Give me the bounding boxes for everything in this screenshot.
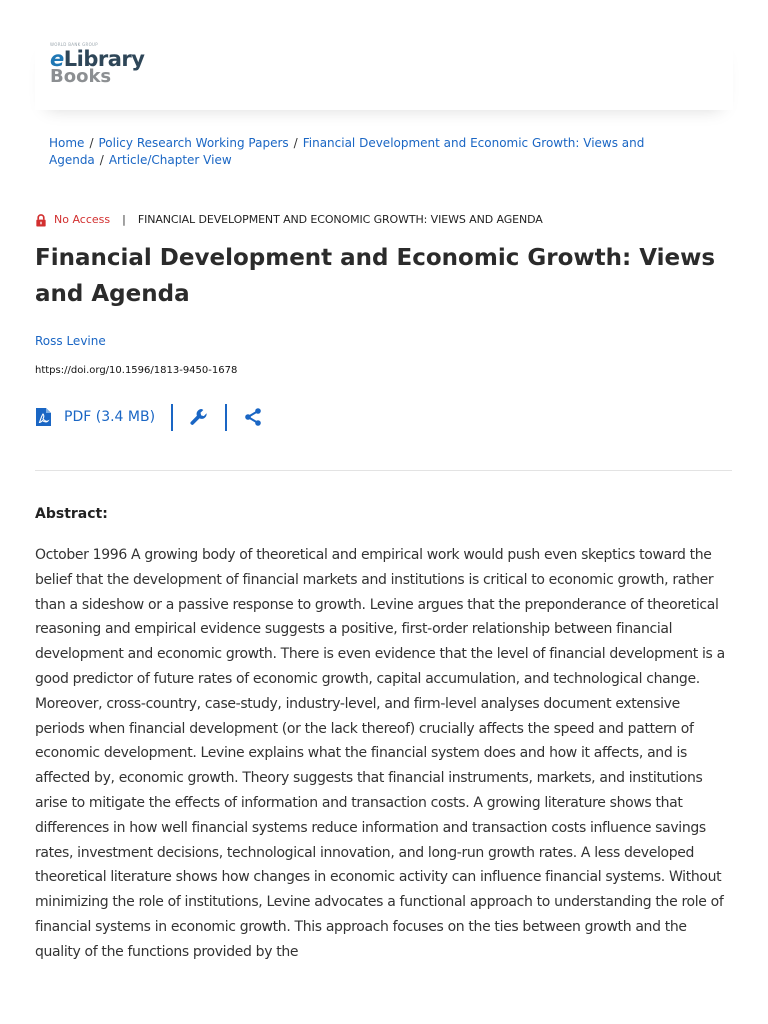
lock-icon	[35, 214, 47, 227]
pdf-download-button[interactable]	[35, 407, 155, 427]
abstract-heading: Abstract:	[35, 506, 108, 522]
wrench-icon	[189, 407, 209, 427]
pdf-file-icon	[35, 407, 52, 427]
access-status-row	[35, 212, 715, 228]
pdf-download-label: PDF (3.4 MB)	[64, 409, 156, 425]
breadcrumb-separator: /	[99, 153, 104, 167]
abstract-body: October 1996 A growing body of theoretical and empirical work would push even skeptics toward the belief that the development of financial markets and institutions is critical to economic growth, rather than a sideshow or a passive response to growth. Levine argues that the preponderance of theoretical reasoning and empirical evidence suggests a positive, first-order relationship between financial development and economic growth. There is even evidence that the level of financial development is a good predictor of future rates of economic growth, capital accumulation, and technological change. Moreover, cross-country, case-study, industry-level, and firm-level analyses document extensive periods when financial development (or the lack thereof) crucially affects the speed and pattern of economic development. Levine explains what the financial system does and how it affects, and is affected by, economic growth. Theory suggests that financial instruments, markets, and institutions arise to mitigate the effects of information and transaction costs. A growing literature shows that differences in how well financial systems reduce information and transaction costs influence savings rates, investment decisions, technological innovation, and long-run growth rates. A less developed theoretical literature shows how changes in economic activity can influence financial systems. Without minimizing the role of institutions, Levine advocates a functional approach to understanding the role of financial systems in economic growth. This approach focuses on the ties between growth and the quality of the functions provided by the	[35, 547, 725, 960]
no-access-label: No Access	[54, 213, 111, 226]
breadcrumb-policy-papers-link[interactable]: Policy Research Working Papers	[98, 136, 289, 150]
breadcrumb-separator: /	[89, 136, 94, 150]
share-button[interactable]	[243, 407, 263, 427]
logo-elibrary-wordmark: eLibrary	[50, 47, 145, 71]
section-divider	[35, 470, 732, 471]
breadcrumb	[49, 135, 714, 169]
tools-button[interactable]	[189, 407, 209, 427]
toolbar-divider	[171, 404, 173, 431]
logo-books-wordmark: Books	[50, 66, 112, 87]
access-separator: |	[122, 213, 126, 226]
logo-tagline: WORLD BANK GROUP	[50, 42, 98, 47]
share-icon	[243, 407, 263, 427]
doi-link[interactable]: https://doi.org/10.1596/1813-9450-1678	[35, 365, 238, 376]
breadcrumb-home-link[interactable]: Home	[49, 136, 85, 150]
elibrary-books-logo[interactable]	[50, 42, 144, 86]
article-toolbar	[35, 402, 263, 432]
toolbar-divider	[225, 404, 227, 431]
page-title: Financial Development and Economic Growth: Views and Agenda	[35, 245, 716, 307]
breadcrumb-book-link[interactable]: Financial Development and Economic Growth: Views and Agenda	[49, 136, 645, 167]
breadcrumb-current-link[interactable]: Article/Chapter View	[108, 153, 232, 167]
section-title: FINANCIAL DEVELOPMENT AND ECONOMIC GROWTH: VIEWS AND AGENDA	[137, 213, 543, 226]
breadcrumb-separator: /	[293, 136, 298, 150]
author-link[interactable]: Ross Levine	[35, 334, 106, 348]
site-header	[35, 36, 733, 110]
